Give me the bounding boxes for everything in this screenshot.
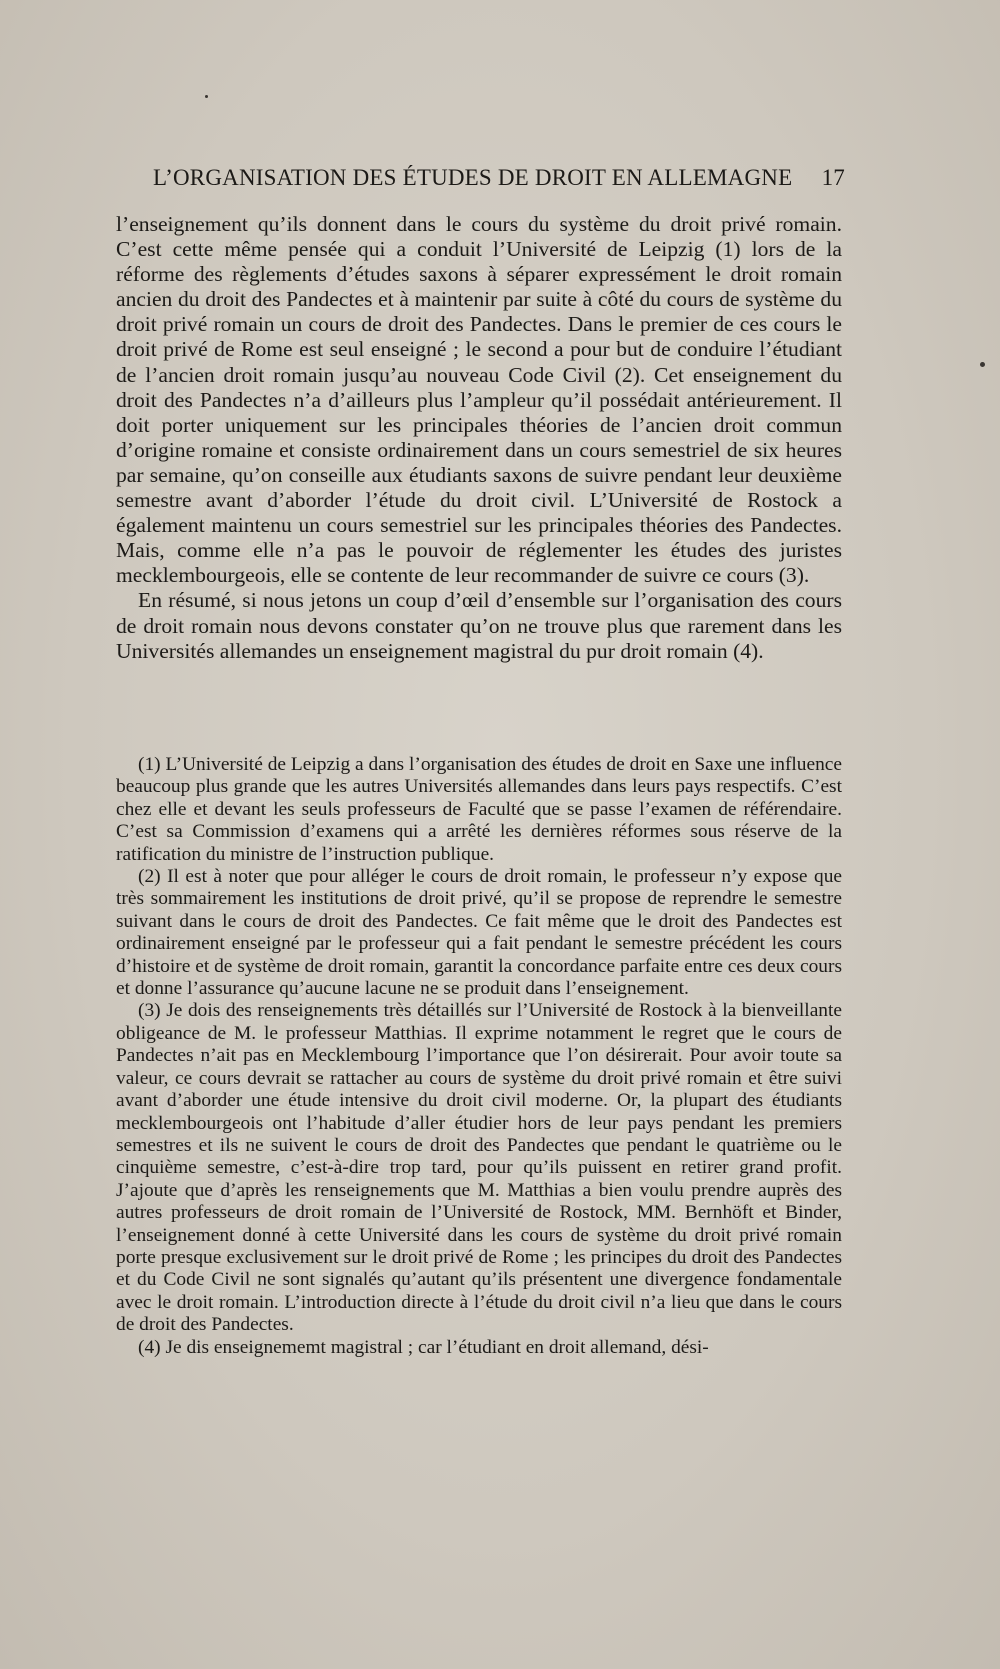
footnote-4: (4) Je dis enseignememt magistral ; car l’étudiant en droit allemand, dési- (138, 1336, 709, 1358)
footnote-3: (3) Je dois des renseignements très détaillés sur l’Université de Rostock à la bienveillante obligeance de M. le professeur Matthias. Il exprime notamment le regret que le cours de Pandectes n’ait pas en Mecklembourg l’importance que l’on désirerait. Pour avoir toute sa valeur, ce cours devrait se rattacher au cours de système du droit privé romain et être suivi avant d’aborder une étude intensive du droit civil moderne. Or, la plupart des étudiants mecklembourgeois ont l’habitude d’aller étudier hors de leur pays pendant les premiers semestres et ils ne suivent le cours de droit des Pandectes que pendant le quatrième ou le cinquième semestre, c’est-à-dire trop tard, pour qu’ils puissent en retirer grand profit. J’ajoute que d’après les renseignements que M. Matthias a bien voulu prendre auprès des autres professeurs de droit romain de l’Université de Rostock, MM. Bernhöft et Binder, l’enseignement donné à cette Université dans les cours de système du droit privé romain porte presque exclusivement sur le droit privé de Rome ; les principes du droit des Pandectes et du Code Civil ne sont signalés qu’autant qu’ils présentent une divergence fondamentale avec le droit romain. L’introduction directe à l’étude du droit civil n’a lieu que dans le cours de droit des Pandectes. (116, 1000, 842, 1336)
footnotes (116, 754, 842, 1359)
body-paragraph-1: l’enseignement qu’ils donnent dans le cours du système du droit privé romain. C’est cette même pensée qui a conduit l’Université de Leipzig (1) lors de la réforme des règlements d’études saxons à séparer expressément le droit romain ancien du droit des Pandectes et à maintenir par suite à côté du cours de système du droit privé romain un cours de droit des Pandectes. Dans le premier de ces cours le droit privé de Rome est seul enseigné ; le second a pour but de conduire l’étudiant de l’ancien droit romain jusqu’au nouveau Code Civil (2). Cet enseignement du droit des Pandectes n’a d’ailleurs plus l’ampleur qu’il possédait antérieurement. Il doit porter uniquement sur les principales théories de l’ancien droit commun d’origine romaine et consiste ordinairement dans un cours semestriel de six heures par semaine, qu’on conseille aux étudiants saxons de suivre pendant leur deuxième semestre avant d’aborder l’étude du droit civil. L’Université de Rostock a également maintenu un cours semestriel sur les principales théories des Pandectes. Mais, comme elle n’a pas le pouvoir de réglementer les études des juristes mecklembourgeois, elle se contente de leur recommander de suivre ce cours (3). (116, 212, 842, 588)
footnote-2: (2) Il est à noter que pour alléger le cours de droit romain, le professeur n’y expose que très sommairement les institutions de droit privé, qu’il se propose de reprendre le semestre suivant dans le cours de droit des Pandectes. Ce fait même que le droit des Pandectes est ordinairement enseigné par le professeur qui a fait pendant le semestre précédent les cours d’histoire et de système de droit romain, garantit la concordance parfaite entre ces deux cours et donne l’assurance qu’aucune lacune ne se produit dans l’enseignement. (116, 866, 842, 1000)
running-header (153, 165, 845, 191)
paper-speck (980, 362, 985, 367)
running-title: L’ORGANISATION DES ÉTUDES DE DROIT EN ALLEMAGNE (153, 165, 793, 190)
footnote-1: (1) L’Université de Leipzig a dans l’organisation des études de droit en Saxe une influence beaucoup plus grande que les autres Universités allemandes dans leurs pays respectifs. C’est chez elle et devant les seuls professeurs de Faculté que se passe l’examen de référendaire. C’est sa Commission d’examens qui a arrêté les dernières réformes sous réserve de la ratification du ministre de l’instruction publique. (116, 754, 842, 865)
paper-speck (205, 95, 208, 98)
page-number: 17 (821, 165, 845, 190)
main-text (116, 212, 842, 664)
body-paragraph-2: En résumé, si nous jetons un coup d’œil d’ensemble sur l’organisation des cours de droit romain nous devons constater qu’on ne trouve plus que rarement dans les Universités allemandes un enseignement magistral du pur droit romain (4). (116, 588, 842, 663)
